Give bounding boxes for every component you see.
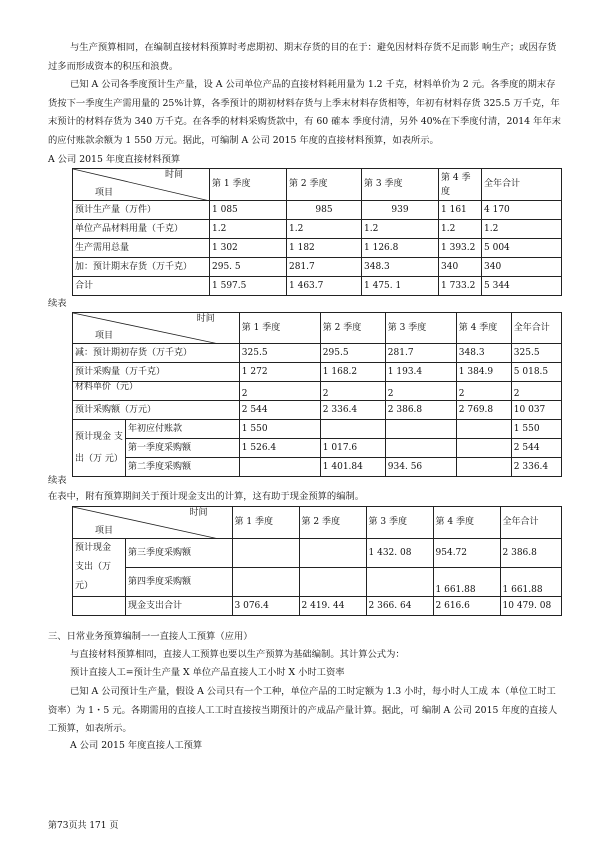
header-total: 全年合计 [500,507,561,539]
table-row: 预计生产量（万件） 1 085 985 939 1 161 4 170 [73,201,562,220]
table-note-paragraph: 在表中，附有预算期间关于预计现金支出的计算，这有助于现金预算的编制。 [48,491,365,502]
table4-caption: A 公司 2015 年度直接人工预算 [70,740,203,751]
header-item: 项目 [95,188,114,198]
header-q1: 第 1 季度 [239,313,320,344]
cash-group-label: 预计现金 支出（万 元） [73,539,126,597]
labor-intro-paragraph: 与直接材料预算相同，直接人工预算也要以生产预算为基础编制。其计算公式为： [70,649,405,660]
cash-group-label: 预计现金 支 出（万 元） [73,420,126,477]
section-heading: 三、日常业务预算编制一一直接人工预算（应用） [48,631,253,642]
table-row: 生产需用总量 1 302 1 182 1 126.8 1 393.2 5 004 [73,239,562,258]
header-q4: 第 4 季 度 [439,169,482,201]
table-row: 第一季度采购额 1 526.4 1 017.6 2 544 [73,439,562,458]
header-q3: 第 3 季度 [385,313,456,344]
labor-example-paragraph: 已知 A 公司预计生产量，假设 A 公司只有一个工种，单位产品的工时定额为 1.3 小时，每小时人工成 本（单位工时工资率）为 1・5 元。各期需用的直接人工工时直接按当期预计的产成品产量计算。据此，可 编制 A 公司 2015 年度的直接人工预算，如表所示。 [48,686,558,734]
table-row: 预计采购额（万元） 2 544 2 336.4 2 386.8 2 769.8 10 037 [73,401,562,420]
table2-header-corner [73,313,240,344]
table-row: 现金支出合计 3 076.4 2 419. 44 2 366. 64 2 616.6 10 479. 08 [73,597,562,616]
header-time: 时间 [164,170,183,180]
header-q3: 第 3 季度 [362,169,439,201]
header-time: 时间 [189,508,208,518]
header-q2: 第 2 季度 [299,507,366,539]
labor-formula: 预计直接人工=预计生产量 X 单位产品直接人工小时 X 小时工资率 [70,667,345,678]
header-q2: 第 2 季度 [287,169,362,201]
table-row: 减：预计期初存货（万千克） 325.5 295.5 281.7 348.3 325.5 [73,344,562,363]
table-row: 加：预计期末存货（万千克） 295. 5 281.7 348.3 340 340 [73,258,562,277]
table-row: 预计现金 支出（万 元） 第三季度采购额 1 432. 08 954.72 2 386.8 [73,539,562,568]
table-row: 材料单价（元） 2 2 2 2 2 [73,382,562,401]
page-footer: 第73页共 171 页 [48,821,119,831]
table1-caption: A 公司 2015 年度直接材料预算 [48,154,181,165]
header-time: 时间 [196,314,215,324]
header-item: 项目 [95,526,114,536]
header-q1: 第 1 季度 [210,169,287,201]
table3-header-corner [73,507,233,539]
continued-label-1: 续表 [48,298,67,309]
table-row: 第二季度采购额 1 401.84 934. 56 2 336.4 [73,458,562,477]
intro-paragraph-2: 已知 A 公司各季度预计生产量，设 A 公司单位产品的直接材料耗用量为 1.2 千克，材料单价为 2 元。各季度的期末存货按下一季度生产需用量的 25%计算，各季预计的期初材料存货与上季末材料存货相等，年初有材料存货 325.5 万千克，年末预计的材料存货为 340 万千克。在各季的材料采购货款中，有 60 確本 季度付清，另外 40%在下季度付清，2014 年年末的应付账款余额为 1 550 万元。据此，可编制 A 公司 2015 年度的直接材料预算，如表所示。 [48,79,561,146]
header-total: 全年合计 [482,169,562,201]
continued-label-2: 续表 [48,475,67,486]
direct-material-budget-table-1 [72,168,562,296]
direct-material-budget-table-3 [72,506,562,616]
header-q4: 第 4 季度 [433,507,500,539]
table1-header-corner [73,169,210,201]
table-row: 预计现金 支 出（万 元） 年初应付账款 1 550 1 550 [73,420,562,439]
diagonal-line [73,169,210,201]
intro-paragraph-1: 与生产预算相同，在编制直接材料预算时考虑期初、期末存货的目的在于：避免因材料存货不足而影 响生产；或因存货过多而形成资本的积压和浪费。 [48,42,557,72]
header-q1: 第 1 季度 [232,507,299,539]
table-row: 第四季度采购额 1 661.88 1 661.88 [73,568,562,597]
table-row: 预计采购量（万千克） 1 272 1 168.2 1 193.4 1 384.9 5 018.5 [73,363,562,382]
header-q4: 第 4 季度 [456,313,511,344]
header-q2: 第 2 季度 [320,313,385,344]
direct-material-budget-table-2 [72,312,562,477]
header-q3: 第 3 季度 [366,507,433,539]
header-item: 项目 [95,331,114,341]
table-row: 单位产品材料用量（千克） 1.2 1.2 1.2 1.2 1.2 [73,220,562,239]
header-total: 全年合计 [511,313,561,344]
table-row: 合计 1 597.5 1 463.7 1 475. 1 1 733.2 5 344 [73,277,562,296]
